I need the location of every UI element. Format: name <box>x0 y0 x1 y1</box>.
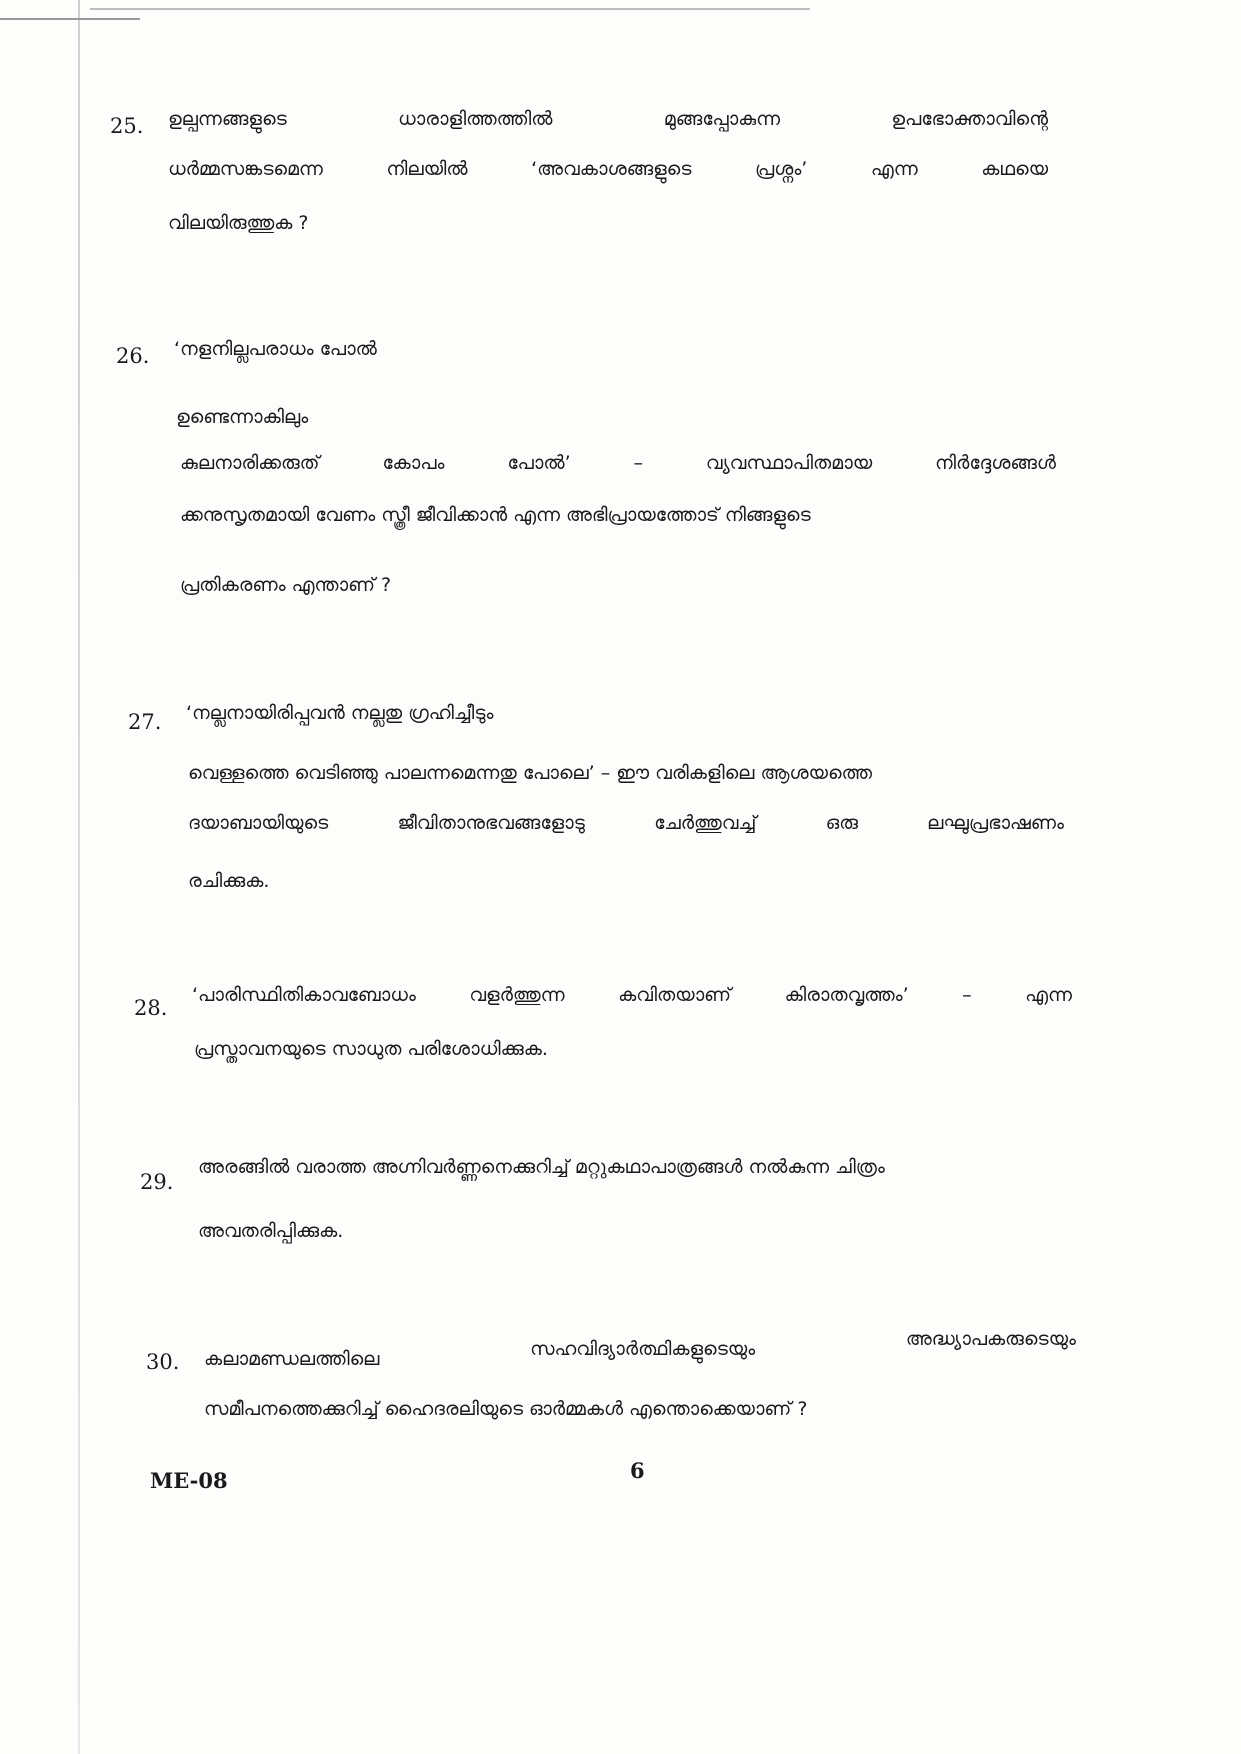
question-number: 28. <box>134 996 168 1020</box>
question-line: ‘നല്ലനായിരിപ്പവൻ നല്ലതു ഗ്രഹിച്ചീടും <box>186 702 494 724</box>
question-line: ‘നളനില്ലപരാധം പോൽ <box>174 338 377 360</box>
question-line: രചിക്കുക. <box>188 870 270 892</box>
question-line: കുലനാരിക്കരുത് കോപം പോൽ’ – വ്യവസ്ഥാപിതമായ നിർദ്ദേശങ്ങൾ <box>180 452 1056 474</box>
question-line: പ്രസ്താവനയുടെ സാധുത പരിശോധിക്കുക. <box>194 1038 548 1060</box>
question-line: ദയാബായിയുടെ ജീവിതാനുഭവങ്ങളോടു ചേർത്തുവച്ച് ഒരു ലഘുപ്രഭാഷണം <box>188 812 1064 834</box>
question-line: ‘പാരിസ്ഥിതികാവബോധം വളർത്തുന്ന കവിതയാണ് കിരാതവൃത്തം’ – എന്ന <box>192 984 1072 1006</box>
question-line: പ്രതികരണം എന്താണ് ? <box>180 574 392 596</box>
question-number: 26. <box>116 344 150 368</box>
question-line: സമീപനത്തെക്കുറിച്ച് ഹൈദരലിയുടെ ഓർമ്മകൾ എന്തൊക്കെയാണ് ? <box>204 1398 808 1420</box>
scan-top-border-left <box>0 18 140 20</box>
question-line: ക്കനുസൃതമായി വേണം സ്ത്രീ ജീവിക്കാൻ എന്ന അഭിപ്രായത്തോട് നിങ്ങളുടെ <box>180 504 811 526</box>
scan-top-border <box>90 8 810 10</box>
question-line: അവതരിപ്പിക്കുക. <box>198 1220 344 1242</box>
question-number: 29. <box>140 1170 174 1194</box>
question-line: അരങ്ങിൽ വരാത്ത അഗ്നിവർണ്ണനെക്കുറിച്ച് മറ്റുകഥാപാത്രങ്ങൾ നൽകുന്ന ചിത്രം <box>198 1156 885 1178</box>
question-line: ധർമ്മസങ്കടമെന്ന നിലയിൽ ‘അവകാശങ്ങളുടെ പ്രശ്നം’ എന്ന കഥയെ <box>168 158 1048 180</box>
question-line: കലാമണ്ഡലത്തിലെ സഹവിദ്യാർത്ഥികളുടെയും അദ്ധ്യാപകരുടെയും <box>204 1328 1076 1370</box>
question-number: 25. <box>110 114 144 138</box>
question-line: ഉണ്ടെന്നാകിലും <box>176 406 309 428</box>
question-line: വെള്ളത്തെ വെടിഞ്ഞു പാലന്നമെന്നതു പോലെ’ – ഈ വരികളിലെ ആശയത്തെ <box>188 762 873 784</box>
question-number: 27. <box>128 710 162 734</box>
page-number: 6 <box>630 1458 645 1483</box>
question-line: ഉല്പന്നങ്ങളുടെ ധാരാളിത്തത്തിൽ മുങ്ങപ്പോകുന്ന ഉപഭോക്താവിന്റെ <box>168 108 1048 130</box>
question-line: വിലയിരുത്തുക ? <box>168 212 309 234</box>
paper-code: ME-08 <box>150 1468 228 1493</box>
scan-edge-shadow <box>78 0 80 1754</box>
question-number: 30. <box>146 1350 180 1374</box>
